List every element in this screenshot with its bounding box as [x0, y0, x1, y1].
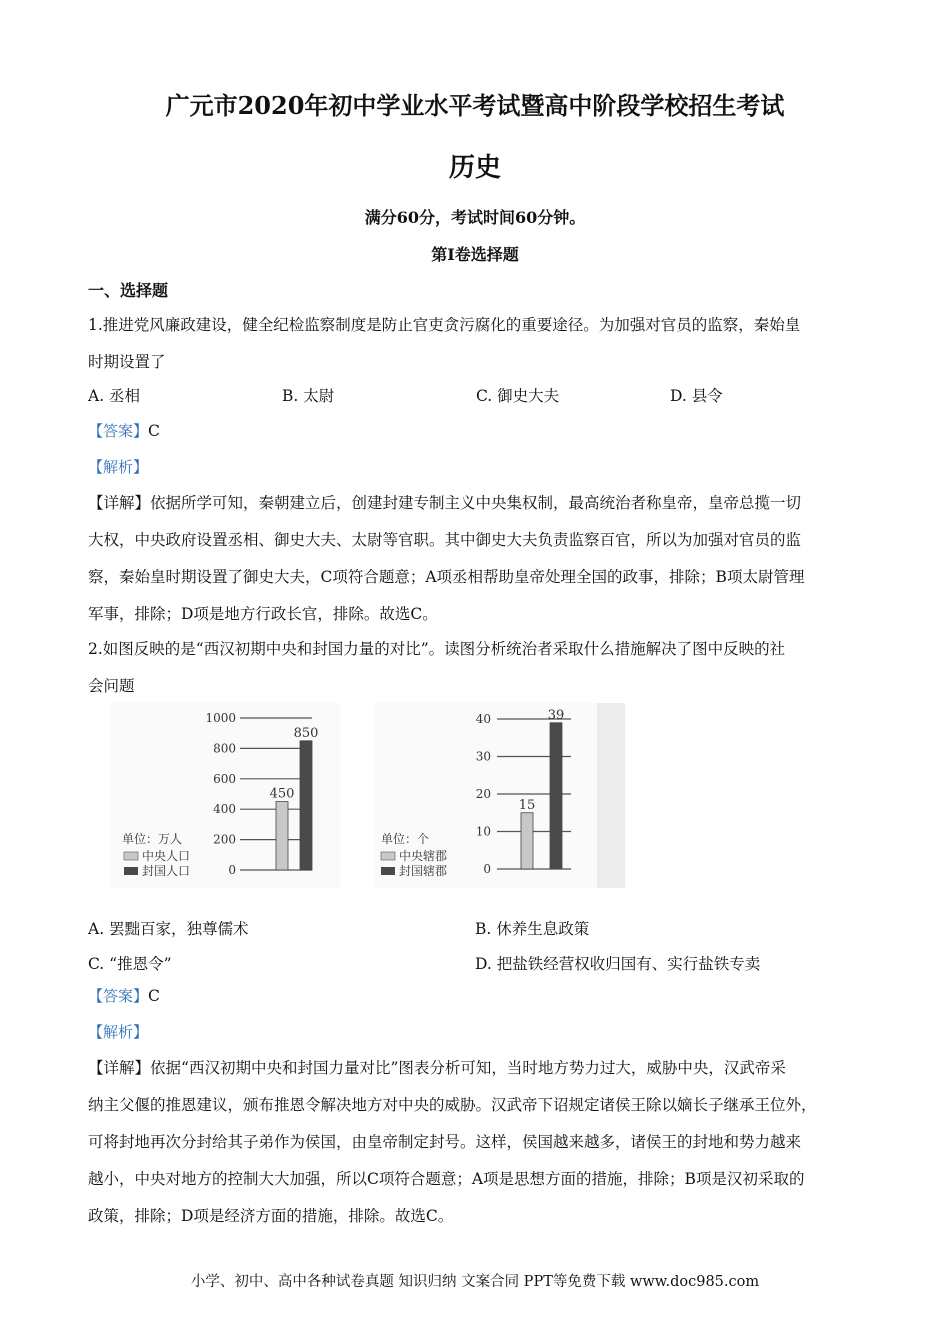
q1-detail-line-4: 军事，排除；D项是地方行政长官，排除。故选C。	[88, 605, 438, 623]
q1-option-c: C. 御史大夫	[476, 387, 560, 405]
chart-2-bar-label-fief: 39	[547, 707, 565, 723]
chart-1-bar-central	[276, 802, 288, 870]
chart-2-bar-label-central: 15	[518, 797, 536, 813]
ytick-label: 600	[213, 771, 236, 786]
chart-1-bar-label-fief: 850	[293, 725, 319, 741]
chart-1-legend-swatch-fief	[124, 867, 138, 875]
q1-stem-line-1: 1.推进党风廉政建设，健全纪检监察制度是防止官吏贪污腐化的重要途径。为加强对官员的监察，秦始皇	[88, 316, 801, 334]
ytick-label: 30	[475, 749, 491, 764]
detail-text: 依据所学可知，秦朝建立后，创建封建专制主义中央集权制，最高统治者称皇帝，皇帝总揽一切	[150, 494, 802, 512]
q2-option-b: B. 休养生息政策	[475, 920, 590, 938]
chart-2-unit: 单位：个	[381, 832, 430, 846]
ytick-label: 200	[213, 832, 236, 847]
chart-2-legend-swatch-central	[381, 852, 395, 860]
q2-detail-line-4: 越小，中央对地方的控制大大加强，所以C项符合题意；A项是思想方面的措施，排除；B项是汉初采取的	[88, 1170, 805, 1188]
ytick-label: 0	[228, 863, 236, 877]
detail-tag: 【详解】	[88, 494, 151, 512]
q1-option-a: A. 丞相	[88, 387, 141, 405]
chart-2-legend-central: 中央辖郡	[399, 849, 448, 863]
chart-2-bar-central	[521, 813, 533, 869]
q2-answer	[88, 985, 868, 1006]
q2-option-c: C. “推恩令”	[88, 955, 172, 973]
chart-2-bar-fief	[550, 723, 562, 869]
q2-detail-line-5: 政策，排除；D项是经济方面的措施，排除。故选C。	[88, 1207, 454, 1225]
q1-option-d: D. 县令	[670, 387, 723, 405]
q2-option-a: A. 罢黜百家，独尊儒术	[88, 920, 249, 938]
page-footer: 小学、初中、高中各种试卷真题 知识归纳 文案合同 PPT等免费下载 www.doc985.com	[190, 1274, 760, 1290]
q1-detail-line-1	[88, 491, 868, 513]
ytick-label: 10	[475, 824, 491, 839]
chart-1-legend-central: 中央人口	[142, 849, 191, 863]
answer-value: C	[148, 987, 160, 1005]
chart-1-bar-label-central: 450	[269, 786, 295, 802]
chart-commanderies	[375, 703, 625, 888]
part-heading: 第Ⅰ卷选择题	[431, 245, 519, 264]
chart-1-legend-fief: 封国人口	[142, 864, 191, 878]
answer-value: C	[148, 422, 160, 440]
q2-detail-line-3: 可将封地再次分封给其子弟作为侯国，由皇帝制定封号。这样，侯国越来越多，诸侯王的封地和势力越来	[88, 1133, 802, 1151]
q2-stem-line-2: 会问题	[88, 677, 135, 695]
detail-tag: 【详解】	[88, 1059, 151, 1077]
q1-detail-line-3: 察，秦始皇时期设置了御史大夫，C项符合题意；A项丞相帮助皇帝处理全国的政事，排除；B项太尉管理	[88, 568, 805, 586]
q2-analysis	[88, 1021, 868, 1042]
chart-1-bar-fief	[300, 741, 312, 870]
answer-tag: 【答案】	[88, 987, 149, 1005]
ytick-label: 20	[475, 787, 491, 801]
q1-analysis	[88, 456, 868, 477]
ytick-label: 400	[213, 802, 236, 817]
q2-option-d: D. 把盐铁经营权收归国有、实行盐铁专卖	[475, 955, 761, 973]
detail-text: 依据“西汉初期中央和封国力量对比”图表分析可知，当时地方势力过大，威胁中央，汉武帝采	[150, 1059, 786, 1077]
chart-1-unit: 单位：万人	[122, 832, 183, 846]
q1-answer	[88, 420, 868, 441]
chart-1-legend-swatch-central	[124, 852, 138, 860]
ytick-label: 40	[475, 712, 491, 726]
q1-stem-line-2: 时期设置了	[88, 353, 166, 371]
q2-detail-line-2: 纳主父偃的推恩建议，颁布推恩令解决地方对中央的威胁。汉武帝下诏规定诸侯王除以嫡长子继承王位外，	[88, 1096, 817, 1114]
q1-detail-line-2: 大权，中央政府设置丞相、御史大夫、太尉等官职。其中御史大夫负责监察百官，所以为加强对官员的监	[88, 531, 802, 549]
exam-title: 广元市2020年初中学业水平考试暨高中阶段学校招生考试	[165, 91, 785, 120]
ytick-label: 1000	[205, 711, 236, 725]
ytick-label: 800	[213, 741, 236, 756]
ytick-label: 0	[483, 862, 491, 876]
analysis-tag: 【解析】	[88, 458, 149, 476]
section-heading: 一、选择题	[88, 281, 169, 300]
chart-2-legend-swatch-fief	[381, 867, 395, 875]
q2-stem-line-1: 2.如图反映的是“西汉初期中央和封国力量的对比”。读图分析统治者采取什么措施解决了图中反映的社	[88, 640, 786, 658]
score-info: 满分60分，考试时间60分钟。	[364, 208, 586, 227]
q1-option-b: B. 太尉	[282, 387, 335, 405]
subject-title: 历史	[448, 153, 501, 183]
chart-2-legend-fief: 封国辖郡	[399, 864, 448, 878]
chart-population	[110, 703, 340, 888]
analysis-tag: 【解析】	[88, 1023, 149, 1041]
answer-tag: 【答案】	[88, 422, 149, 440]
q2-detail-line-1	[88, 1056, 868, 1078]
